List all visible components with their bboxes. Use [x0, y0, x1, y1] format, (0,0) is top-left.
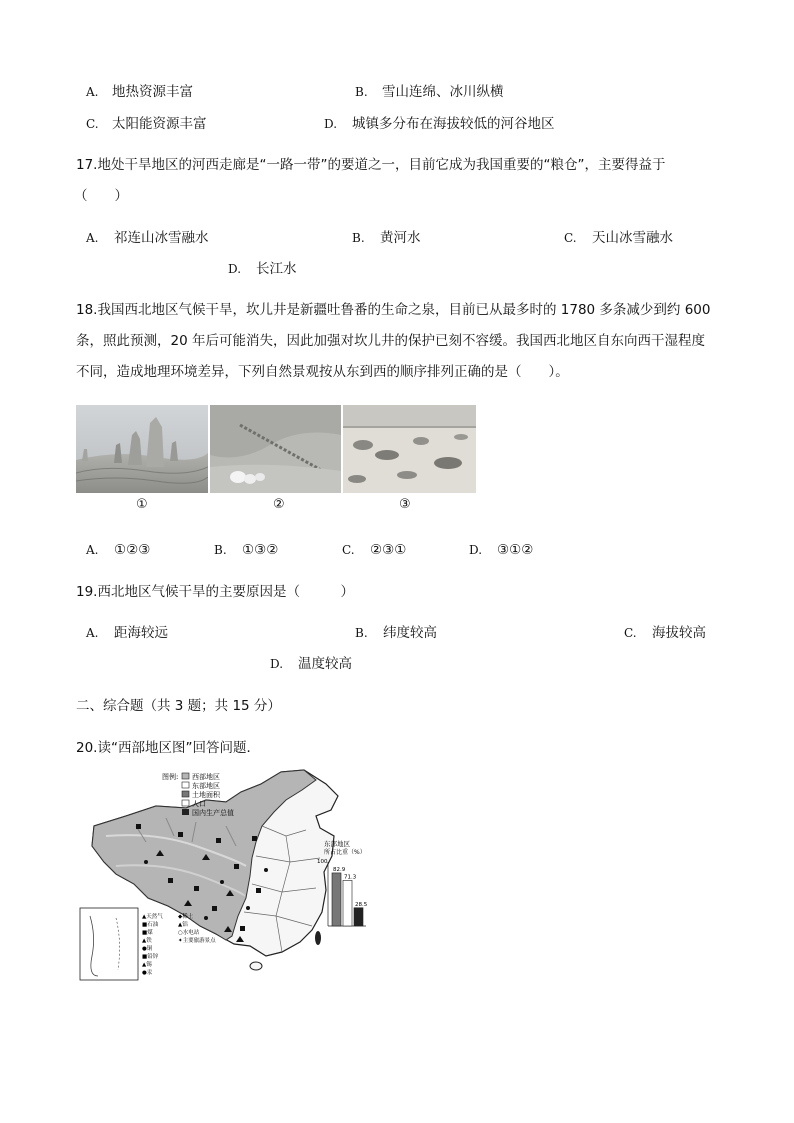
q18-option-d-text: ③①②	[497, 542, 534, 558]
q17-option-b-text: 黄河水	[380, 230, 421, 246]
legend-item-east: 东部地区	[192, 782, 220, 790]
q16-option-b-letter: B.	[355, 85, 368, 99]
q18-stem-line3: 不同，造成地理环境差异，下列自然景观按从东到西的顺序排列正确的是（ ）。	[76, 364, 569, 380]
resource-legend-item: ●铜	[142, 946, 153, 952]
q18-option-b-text: ①③②	[242, 542, 279, 558]
legend-item-gdp: 国内生产总值	[192, 809, 234, 817]
resource-legend-item: ▲锡	[142, 962, 152, 968]
q19-option-b-text: 纬度较高	[383, 625, 437, 641]
inset-bar-2	[343, 880, 352, 926]
legend-item-pop: 人口	[192, 800, 206, 808]
q18-photo-2-caption: ②	[273, 497, 285, 512]
section-heading: 二、综合题（共 3 题；共 15 分）	[76, 698, 281, 714]
q16-option-a-text: 地热资源丰富	[112, 84, 193, 100]
q19-option-a-text: 距海较远	[114, 625, 168, 641]
q19-option-c-letter: C.	[624, 626, 637, 640]
q18-option-a-text: ①②③	[114, 542, 151, 558]
q16-option-c-text: 太阳能资源丰富	[112, 116, 207, 132]
q19-stem: 19.西北地区气候干旱的主要原因是（ ）	[76, 584, 354, 600]
q18-stem-line1: 18.我国西北地区气候干旱，坎儿井是新疆吐鲁番的生命之泉，目前已从最多时的 1780 多条减少到约 600	[76, 302, 711, 318]
q17-option-b-letter: B.	[352, 231, 365, 245]
resource-legend-item: ▲铝	[178, 922, 188, 928]
q18-option-a-letter: A.	[86, 543, 99, 557]
q18-photo-2	[210, 405, 341, 493]
resource-legend-item: ○水电站	[178, 930, 200, 936]
hainan-island	[250, 962, 262, 970]
q20-stem: 20.读“西部地区图”回答问题．	[76, 740, 260, 756]
q18-photo-1-caption: ①	[136, 497, 148, 512]
q17-option-a-text: 祁连山冰雪融水	[114, 230, 209, 246]
q17-option-a-letter: A.	[86, 231, 99, 245]
south-china-sea-inset	[80, 908, 138, 980]
q17-stem-line2: （ ）	[74, 188, 128, 204]
inset-title: 东部地区	[324, 840, 350, 848]
resource-legend-item: ▲天然气	[142, 914, 163, 920]
q16-option-a-letter: A.	[86, 85, 99, 99]
inset-subtitle: 所占比重（%）	[324, 849, 366, 856]
q19-option-b-letter: B.	[355, 626, 368, 640]
legend-item-west: 西部地区	[192, 773, 220, 781]
q17-option-c-text: 天山冰雪融水	[592, 230, 673, 246]
resource-legend-item: ✦主要旅游景点	[178, 938, 216, 944]
inset-bar-1	[332, 873, 341, 926]
q17-option-d-text: 长江水	[256, 261, 297, 277]
resource-legend-item: ■铅锌	[142, 954, 159, 960]
taiwan-island	[315, 931, 321, 945]
q17-stem-line1: 17.地处干旱地区的河西走廊是“一路一带”的要道之一，目前它成为我国重要的“粮仓”，主要得益于	[76, 157, 666, 173]
q18-option-b-letter: B.	[214, 543, 227, 557]
q19-option-a-letter: A.	[86, 626, 99, 640]
inset-axis-top: 100	[317, 859, 328, 865]
resource-legend-item: ■煤	[142, 930, 153, 936]
resource-legend-item: ◆稀土	[178, 914, 194, 920]
inset-bar-label-1: 82.9	[333, 866, 346, 873]
q16-option-c-letter: C.	[86, 117, 99, 131]
q17-option-c-letter: C.	[564, 231, 577, 245]
resource-legend-item: ▲铁	[142, 938, 152, 944]
inset-bar-3	[354, 908, 363, 926]
q18-photo-3-caption: ③	[399, 497, 411, 512]
q16-option-d-text: 城镇多分布在海拔较低的河谷地区	[352, 116, 555, 132]
q18-photo-1	[76, 405, 208, 493]
q16-option-b-text: 雪山连绵、冰川纵横	[382, 84, 504, 100]
inset-bar-label-2: 71.3	[344, 874, 357, 881]
legend-title: 图例:	[162, 773, 179, 781]
legend-item-land: 土地面积	[192, 791, 220, 799]
q19-option-c-text: 海拔较高	[652, 625, 706, 641]
q18-option-c-text: ②③①	[370, 542, 407, 558]
resource-legend-item: ●汞	[142, 970, 153, 976]
q17-option-d-letter: D.	[228, 262, 242, 276]
q19-option-d-text: 温度较高	[298, 656, 352, 672]
inset-bar-label-3: 28.5	[355, 901, 368, 908]
q16-option-d-letter: D.	[324, 117, 338, 131]
resource-legend-item: ■石油	[142, 922, 159, 928]
q18-option-d-letter: D.	[469, 543, 483, 557]
q18-photo-3	[343, 405, 476, 493]
q18-option-c-letter: C.	[342, 543, 355, 557]
western-region-map	[76, 766, 386, 984]
q19-option-d-letter: D.	[270, 657, 284, 671]
q18-stem-line2: 条，照此预测，20 年后可能消失，因此加强对坎儿井的保护已刻不容缓。我国西北地区自东向西干湿程度	[76, 333, 705, 349]
